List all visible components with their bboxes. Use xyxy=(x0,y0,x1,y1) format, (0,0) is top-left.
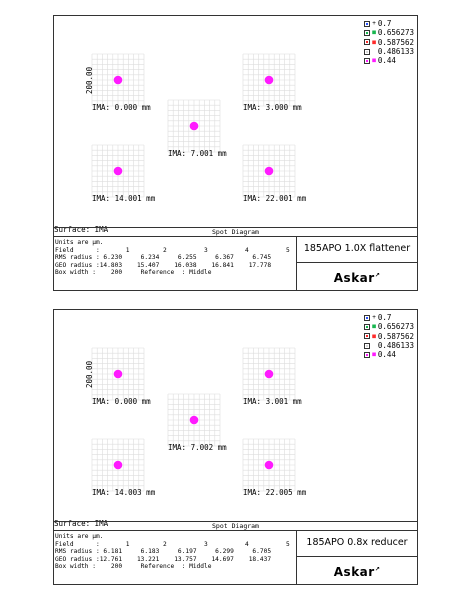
diagram-title: Spot Diagram xyxy=(54,228,417,237)
square-green-icon xyxy=(364,30,370,36)
legend-item: 0.486133 xyxy=(364,47,414,56)
wavelength-legend xyxy=(364,313,414,359)
legend-item: ■ 0.656273 xyxy=(364,322,414,331)
askar-logo: Askar↗ xyxy=(333,271,381,285)
box-width-row: Box width : 200 Reference : Middle xyxy=(55,269,212,277)
field-label-1: IMA: 0.000 mm xyxy=(92,103,151,112)
legend-item: ■ 0.44 xyxy=(364,56,414,65)
square-blue-icon xyxy=(364,315,370,321)
legend-item: + 0.7 xyxy=(364,313,414,322)
field-label-2: IMA: 3.001 mm xyxy=(243,397,302,406)
field-row: Field : 1 2 3 4 5 xyxy=(55,540,290,548)
spot-grid-4 xyxy=(92,145,144,197)
surface-label: Surface: IMA xyxy=(54,225,109,234)
spot-diagram-panel-2 xyxy=(53,309,418,585)
field-label-5: IMA: 22.001 mm xyxy=(243,194,307,203)
square-blue-icon xyxy=(364,21,370,27)
field-label-5: IMA: 22.005 mm xyxy=(243,488,307,497)
rms-radius-row: RMS radius : 6.181 6.183 6.197 6.299 6.705 xyxy=(55,548,272,556)
spot-grid-5 xyxy=(243,439,295,491)
legend-item: ■ 0.587562 xyxy=(364,332,414,341)
square-magenta-icon xyxy=(364,352,370,358)
units-text: Units are µm. xyxy=(55,533,104,540)
spot-grid-1 xyxy=(92,54,144,106)
field-label-3: IMA: 7.001 mm xyxy=(168,149,227,158)
square-gray-icon xyxy=(364,343,370,349)
wavelength-legend xyxy=(364,19,414,65)
brand-box xyxy=(296,530,417,584)
square-red-icon xyxy=(364,333,370,339)
scale-label: 200.00 xyxy=(85,360,94,388)
spot-grid-2 xyxy=(243,348,295,400)
spot-grid-2 xyxy=(243,54,295,106)
spot-5 xyxy=(265,461,274,470)
spot-2 xyxy=(265,370,274,379)
square-green-icon xyxy=(364,324,370,330)
spot-1 xyxy=(114,370,123,379)
field-label-4: IMA: 14.003 mm xyxy=(92,488,156,497)
surface-label: Surface: IMA xyxy=(54,519,109,528)
legend-item: 0.486133 xyxy=(364,341,414,350)
spot-4 xyxy=(114,167,123,176)
square-magenta-icon xyxy=(364,58,370,64)
info-footer xyxy=(54,227,417,290)
spot-5 xyxy=(265,167,274,176)
spot-grid-5 xyxy=(243,145,295,197)
spot-2 xyxy=(265,76,274,85)
spot-diagram-panel-1 xyxy=(53,15,418,291)
product-title: 185APO 1.0X flattener xyxy=(297,236,417,263)
units-text: Units are µm. xyxy=(55,239,104,246)
field-label-3: IMA: 7.002 mm xyxy=(168,443,227,452)
field-row: Field : 1 2 3 4 5 xyxy=(55,246,290,254)
spot-3 xyxy=(190,122,199,131)
field-label-4: IMA: 14.001 mm xyxy=(92,194,156,203)
spot-grid-3 xyxy=(168,100,220,152)
legend-item: ■ 0.587562 xyxy=(364,38,414,47)
rms-radius-row: RMS radius : 6.230 6.234 6.255 6.367 6.745 xyxy=(55,254,272,262)
legend-item: + 0.7 xyxy=(364,19,414,28)
square-gray-icon xyxy=(364,49,370,55)
legend-item: ■ 0.656273 xyxy=(364,28,414,37)
scale-label: 200.00 xyxy=(85,66,94,94)
spot-grid-3 xyxy=(168,394,220,446)
product-title: 185APO 0.8x reducer xyxy=(297,530,417,557)
spot-3 xyxy=(190,416,199,425)
askar-logo: Askar↗ xyxy=(333,565,381,579)
field-label-2: IMA: 3.000 mm xyxy=(243,103,302,112)
spot-grid-4 xyxy=(92,439,144,491)
spot-1 xyxy=(114,76,123,85)
legend-item: ■ 0.44 xyxy=(364,350,414,359)
spot-statistics xyxy=(55,239,296,277)
spot-grid-1 xyxy=(92,348,144,400)
info-footer xyxy=(54,521,417,584)
square-red-icon xyxy=(364,39,370,45)
brand-box xyxy=(296,236,417,290)
spot-4 xyxy=(114,461,123,470)
field-label-1: IMA: 0.000 mm xyxy=(92,397,151,406)
spot-statistics xyxy=(55,533,296,571)
box-width-row: Box width : 200 Reference : Middle xyxy=(55,563,212,571)
geo-radius-row: GEO radius :14.803 15.407 16.038 16.841 17.778 xyxy=(55,261,272,269)
diagram-title: Spot Diagram xyxy=(54,522,417,531)
geo-radius-row: GEO radius :12.761 13.221 13.757 14.697 18.437 xyxy=(55,555,272,563)
